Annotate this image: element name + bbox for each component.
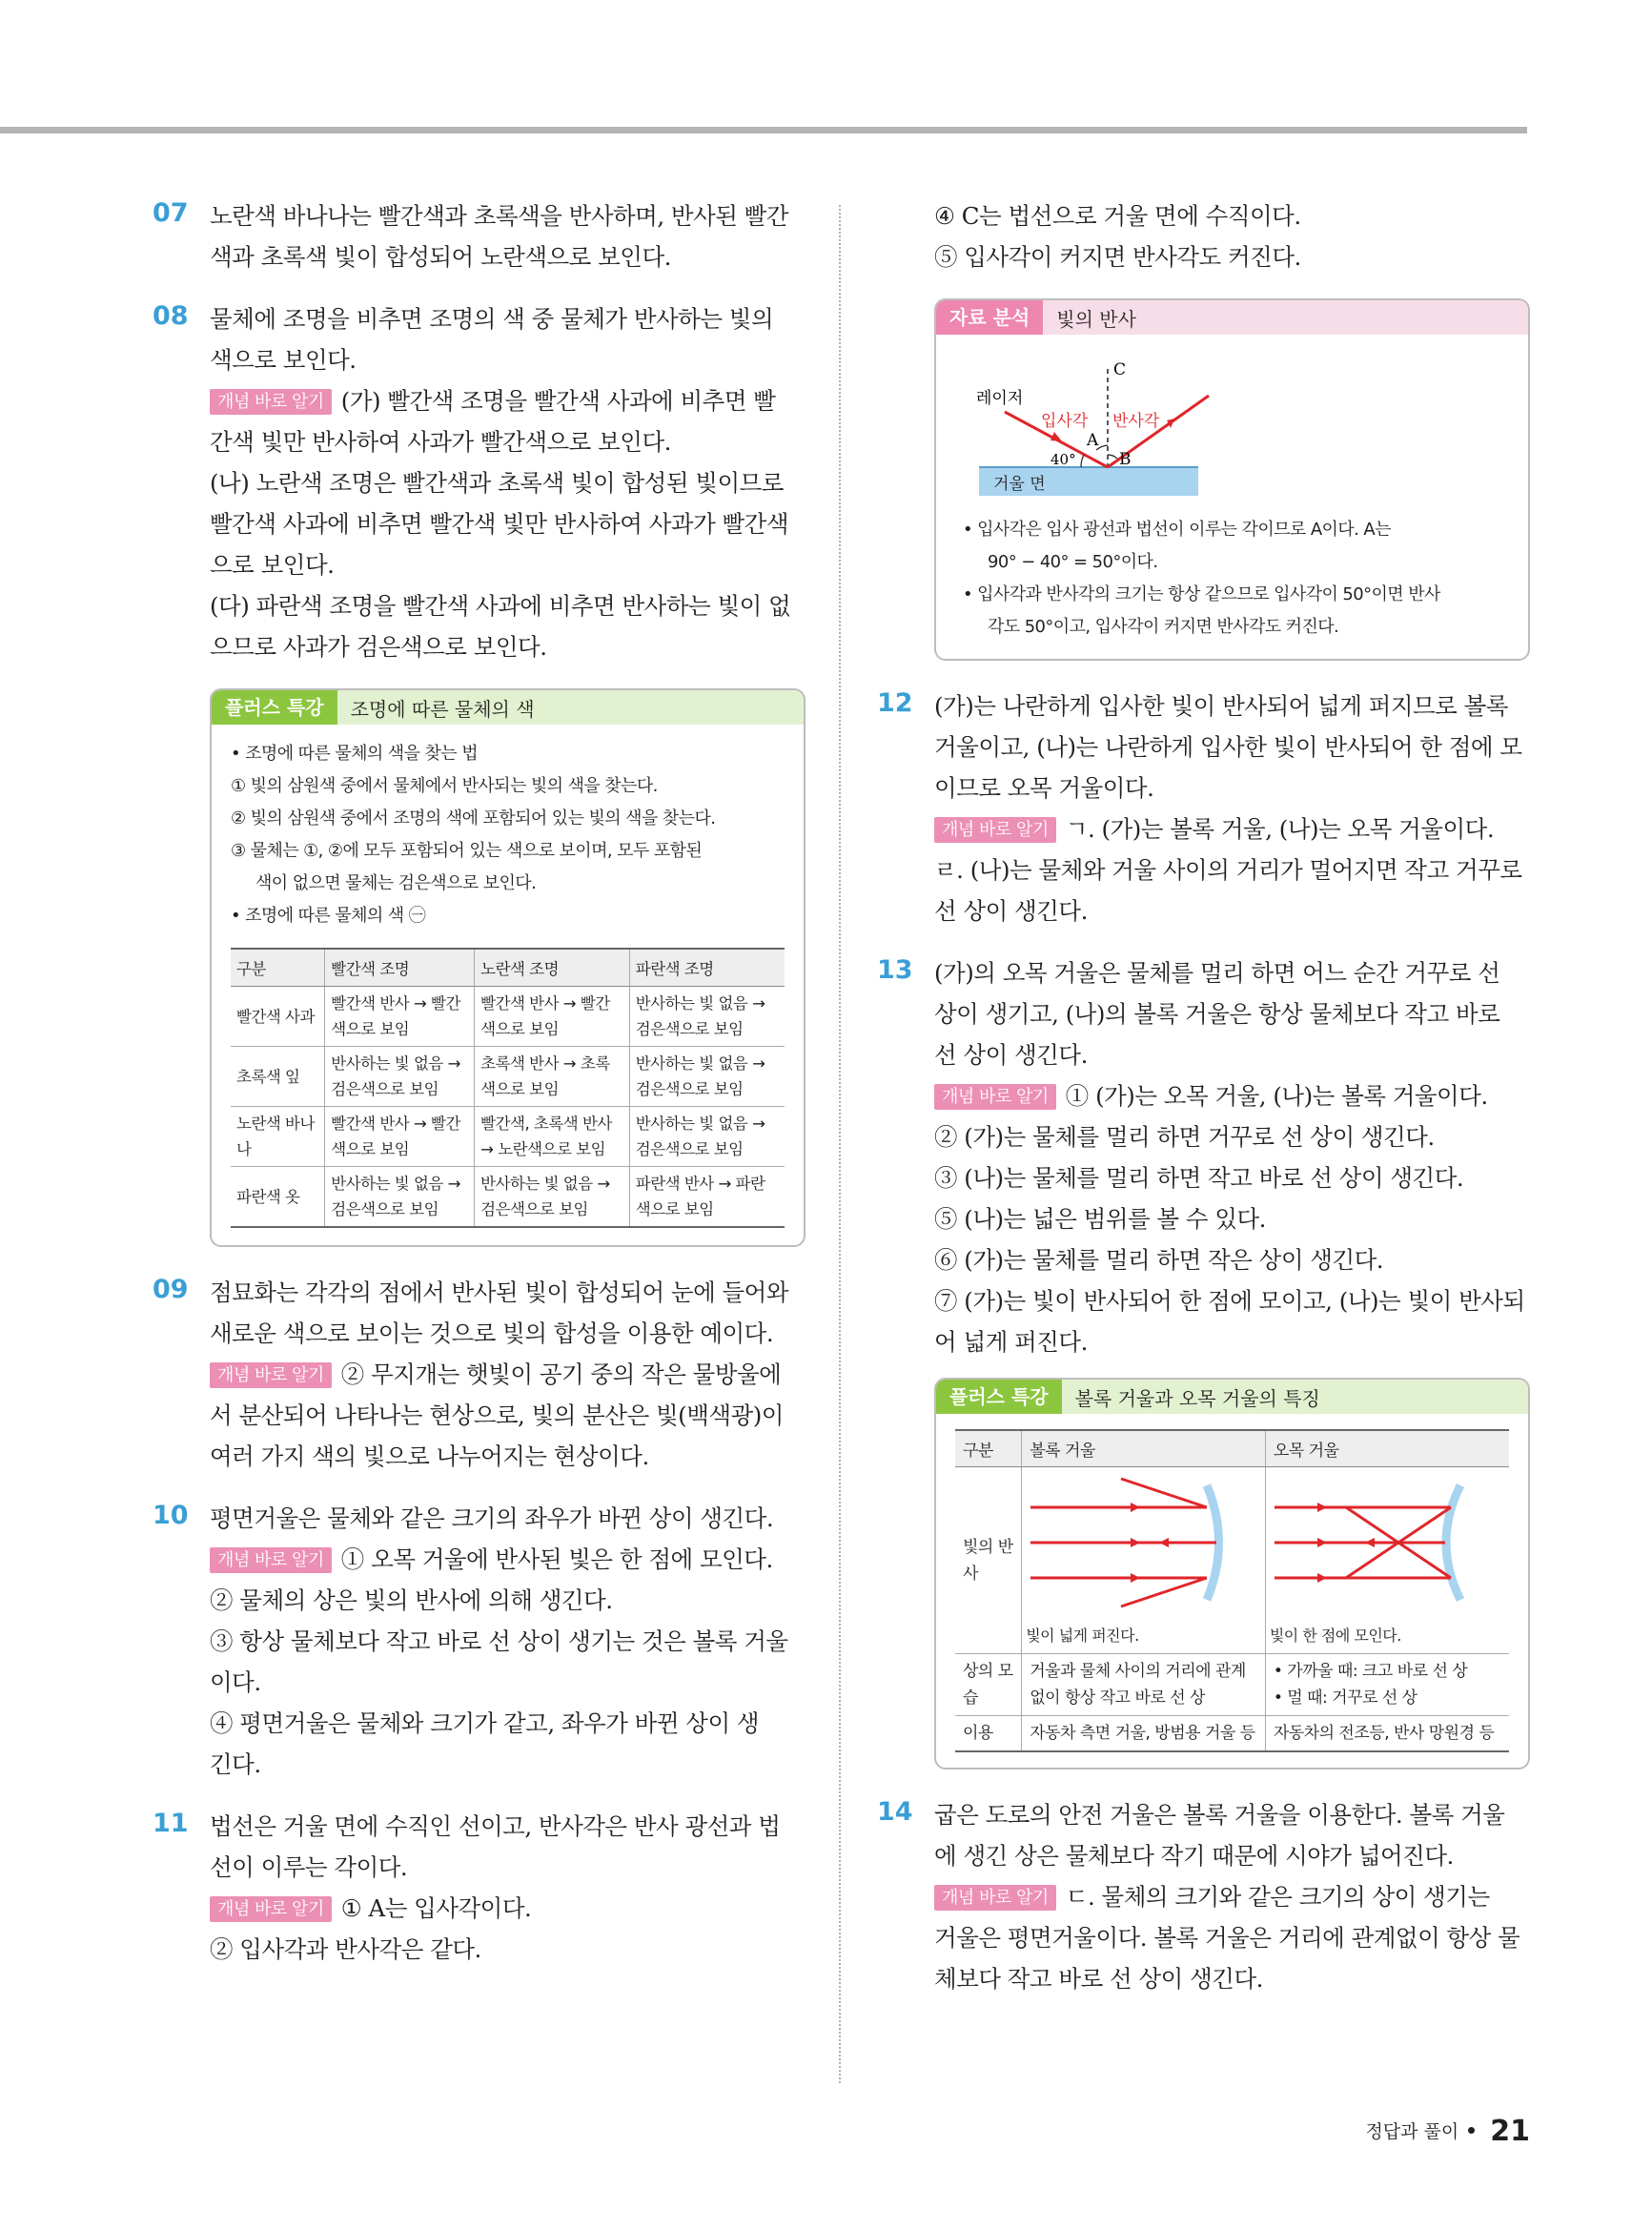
label-a: A — [1087, 431, 1099, 450]
text-line: 상이 생기고, (나)의 볼록 거울은 항상 물체보다 작고 바로 — [934, 1000, 1500, 1028]
text-line: 체보다 작고 바로 선 상이 생긴다. — [934, 1965, 1263, 1993]
arrow-icon — [1131, 1538, 1140, 1547]
table-cell: 상의 모습 — [955, 1654, 1022, 1716]
text-line: 빨간색 사과에 비추면 빨간색 빛만 반사하여 사과가 빨간색 — [210, 510, 789, 538]
box-label: 플러스 특강 — [212, 690, 337, 725]
concave-cell — [1265, 1467, 1509, 1654]
text-line: 여러 가지 색의 빛으로 나누어지는 현상이다. — [210, 1442, 649, 1470]
data-analysis-box — [934, 298, 1530, 661]
table-row — [955, 1654, 1509, 1716]
text-line: (다) 파란색 조명을 빨간색 사과에 비추면 반사하는 빛이 없 — [210, 592, 791, 620]
answer-08 — [153, 298, 806, 667]
table-cell: 자동차의 전조등, 반사 망원경 등 — [1265, 1716, 1509, 1752]
cell-line: • 가까울 때: 크고 바로 선 상 — [1273, 1662, 1468, 1681]
text-line: ③ (나)는 물체를 멀리 하면 작고 바로 선 상이 생긴다. — [934, 1164, 1464, 1192]
table-header: 빨간색 조명 — [325, 949, 475, 987]
table-row — [231, 1107, 785, 1167]
text-line: ⑦ (가)는 빛이 반사되어 한 점에 모이고, (나)는 빛이 반사되 — [934, 1287, 1525, 1315]
table-cell: 파란색 반사 → 파란색으로 보임 — [629, 1167, 785, 1228]
arrow-icon — [1131, 1503, 1140, 1512]
arrow-icon — [1050, 432, 1062, 441]
answer-07 — [153, 195, 806, 277]
text-line: ② 입사각과 반사각은 같다. — [210, 1935, 481, 1963]
text-line: 선 상이 생긴다. — [934, 1041, 1088, 1069]
table-cell: 반사하는 빛 없음 → 검은색으로 보임 — [325, 1047, 475, 1107]
text-line: ④ 평면거울은 물체와 크기가 같고, 좌우가 바뀐 상이 생 — [210, 1709, 760, 1737]
top-rule — [0, 127, 1527, 133]
concave-mirror — [1446, 1485, 1460, 1600]
concept-tag: 개념 바로 알기 — [210, 1547, 332, 1573]
table-cell: 빨간색 반사 → 빨간색으로 보임 — [325, 1107, 475, 1167]
text-line: 새로운 색으로 보이는 것으로 빛의 합성을 이용한 예이다. — [210, 1320, 774, 1347]
box-title: 빛의 반사 — [1056, 307, 1136, 331]
table-row — [231, 987, 785, 1047]
convex-mirror-diagram — [1026, 1471, 1254, 1614]
text-line: 서 분산되어 나타나는 현상으로, 빛의 분산은 빛(백색광)이 — [210, 1401, 784, 1429]
concept-tag: 개념 바로 알기 — [210, 1362, 332, 1388]
arrow-icon — [1317, 1503, 1327, 1512]
text-line: ㄹ. (나)는 물체와 거울 사이의 거리가 멀어지면 작고 거꾸로 — [934, 856, 1522, 884]
column-divider — [839, 205, 841, 2083]
text-line: (가)는 나란하게 입사한 빛이 반사되어 넓게 퍼지므로 볼록 — [934, 692, 1508, 720]
concept-tag: 개념 바로 알기 — [934, 817, 1056, 843]
answer-14 — [877, 1794, 1530, 1999]
table-cell — [1265, 1654, 1509, 1716]
angle-label: 40° — [1050, 451, 1076, 468]
text-line: 점묘화는 각각의 점에서 반사된 빛이 합성되어 눈에 들어와 — [210, 1279, 789, 1306]
convex-caption: 빛이 넓게 퍼진다. — [1026, 1626, 1139, 1645]
footer-label: 정답과 풀이 — [1365, 2121, 1459, 2142]
box-line: • 조명에 따른 물체의 색 ㊀ — [231, 906, 426, 926]
text-line: ② 무지개는 햇빛이 공기 중의 작은 물방울에 — [340, 1361, 782, 1388]
answer-09 — [153, 1272, 806, 1477]
text-line: ② (가)는 물체를 멀리 하면 거꾸로 선 상이 생긴다. — [934, 1123, 1435, 1151]
table-cell: 이용 — [955, 1716, 1022, 1752]
angle-arc-b — [1108, 455, 1117, 459]
box-label: 플러스 특강 — [936, 1380, 1062, 1414]
arrow-icon — [1317, 1573, 1327, 1583]
page-number: 21 — [1490, 2115, 1530, 2148]
text-line: (가) 빨간색 조명을 빨간색 사과에 비추면 빨 — [340, 387, 776, 415]
lighting-color-table — [231, 948, 785, 1228]
concept-tag: 개념 바로 알기 — [210, 1896, 332, 1922]
table-cell: 빛의 반사 — [955, 1467, 1022, 1654]
table-row — [231, 1047, 785, 1107]
box-line: 각도 50°이고, 입사각이 커지면 반사각도 커진다. — [988, 617, 1339, 637]
arrow-icon — [1317, 1538, 1327, 1547]
table-cell: 빨간색 사과 — [231, 987, 325, 1047]
text-line: 평면거울은 물체와 같은 크기의 좌우가 바뀐 상이 생긴다. — [210, 1504, 774, 1532]
text-line: 거울이고, (나)는 나란하게 입사한 빛이 반사되어 한 점에 모 — [934, 733, 1522, 761]
convex-cell — [1022, 1467, 1266, 1654]
text-line: 노란색 바나나는 빨간색과 초록색을 반사하며, 반사된 빨간 — [210, 202, 789, 230]
box-line: • 입사각과 반사각의 크기는 항상 같으므로 입사각이 50°이면 반사 — [963, 584, 1440, 604]
plus-box-mirrors — [934, 1378, 1530, 1770]
box-title: 조명에 따른 물체의 색 — [350, 697, 535, 721]
text-line: 어 넓게 퍼진다. — [934, 1328, 1088, 1356]
text-line: 선이 이루는 각이다. — [210, 1853, 408, 1881]
text-line: (나) 노란색 조명은 빨간색과 초록색 빛이 합성된 빛이므로 — [210, 469, 784, 497]
table-header: 구분 — [231, 949, 325, 987]
table-header: 오목 거울 — [1265, 1430, 1509, 1467]
concave-mirror-diagram — [1270, 1471, 1499, 1614]
table-cell: 반사하는 빛 없음 → 검은색으로 보임 — [629, 1107, 785, 1167]
text-line: 굽은 도로의 안전 거울은 볼록 거울을 이용한다. 볼록 거울 — [934, 1801, 1505, 1829]
table-header: 파란색 조명 — [629, 949, 785, 987]
arrow-icon — [1131, 1573, 1140, 1583]
label-c: C — [1113, 360, 1127, 379]
text-line: ① (가)는 오목 거울, (나)는 볼록 거울이다. — [1065, 1082, 1488, 1110]
question-number: 13 — [877, 955, 913, 985]
reflection-label: 반사각 — [1112, 412, 1160, 431]
table-header: 노란색 조명 — [475, 949, 630, 987]
label-b: B — [1119, 450, 1132, 469]
text-line: ⑤ 입사각이 커지면 반사각도 커진다. — [934, 243, 1301, 271]
answer-11 — [153, 1806, 806, 1970]
concept-tag: 개념 바로 알기 — [934, 1885, 1056, 1911]
table-cell: 반사하는 빛 없음 → 검은색으로 보임 — [629, 1047, 785, 1107]
left-column — [153, 195, 806, 1991]
text-line: 색으로 보인다. — [210, 346, 357, 374]
text-line: ③ 항상 물체보다 작고 바로 선 상이 생기는 것은 볼록 거울 — [210, 1627, 788, 1655]
text-line: (가)의 오목 거울은 물체를 멀리 하면 어느 순간 거꾸로 선 — [934, 959, 1500, 987]
table-cell: 반사하는 빛 없음 → 검은색으로 보임 — [629, 987, 785, 1047]
answer-13 — [877, 952, 1530, 1362]
box-title: 볼록 거울과 오목 거울의 특징 — [1074, 1386, 1320, 1410]
laser-label: 레이저 — [976, 389, 1024, 408]
table-header: 구분 — [955, 1430, 1022, 1467]
concept-tag: 개념 바로 알기 — [934, 1084, 1056, 1110]
box-line: 90° − 40° = 50°이다. — [988, 552, 1158, 572]
bullet-dot-icon — [1468, 2127, 1475, 2134]
text-line: 색과 초록색 빛이 합성되어 노란색으로 보인다. — [210, 243, 671, 271]
table-cell: 빨간색 반사 → 빨간색으로 보임 — [325, 987, 475, 1047]
arrow-icon — [1365, 1538, 1375, 1547]
reflection-diagram — [955, 340, 1489, 502]
question-number: 12 — [877, 688, 913, 718]
concept-tag: 개념 바로 알기 — [210, 389, 332, 415]
arrow-icon — [1159, 1538, 1169, 1547]
text-line: ⑥ (가)는 물체를 멀리 하면 작은 상이 생긴다. — [934, 1246, 1384, 1274]
table-row — [231, 1167, 785, 1228]
question-number: 09 — [153, 1275, 189, 1304]
text-line: 법선은 거울 면에 수직인 선이고, 반사각은 반사 광선과 법 — [210, 1812, 781, 1840]
text-line: 으므로 사과가 검은색으로 보인다. — [210, 633, 547, 661]
mirror-feature-table — [955, 1429, 1509, 1752]
box-line: ③ 물체는 ①, ②에 모두 포함되어 있는 색으로 보이며, 모두 포함된 — [231, 841, 703, 861]
text-line: 이다. — [210, 1668, 261, 1696]
text-line: ㄱ. (가)는 볼록 거울, (나)는 오목 거울이다. — [1065, 815, 1495, 843]
incidence-label: 입사각 — [1041, 412, 1089, 431]
question-number: 10 — [153, 1501, 189, 1530]
concave-caption: 빛이 한 점에 모인다. — [1269, 1626, 1401, 1645]
table-cell: 반사하는 빛 없음 → 검은색으로 보임 — [475, 1167, 630, 1228]
text-line: ④ C는 법선으로 거울 면에 수직이다. — [934, 202, 1301, 230]
box-line: 색이 없으면 물체는 검은색으로 보인다. — [255, 873, 537, 893]
mirror-label: 거울 면 — [993, 475, 1046, 494]
table-cell: 노란색 바나나 — [231, 1107, 325, 1167]
answer-10 — [153, 1498, 806, 1785]
table-cell: 자동차 측면 거울, 방범용 거울 등 — [1022, 1716, 1266, 1752]
text-line: 으로 보인다. — [210, 551, 335, 579]
table-cell: 초록색 잎 — [231, 1047, 325, 1107]
answer-11-continued — [877, 195, 1530, 277]
table-cell: 빨간색 반사 → 빨간색으로 보임 — [475, 987, 630, 1047]
box-label: 자료 분석 — [936, 300, 1043, 335]
text-line: 물체에 조명을 비추면 조명의 색 중 물체가 반사하는 빛의 — [210, 305, 774, 333]
question-number: 07 — [153, 198, 189, 228]
table-cell: 빨간색, 초록색 반사 → 노란색으로 보임 — [475, 1107, 630, 1167]
box-line: ② 빛의 삼원색 중에서 조명의 색에 포함되어 있는 빛의 색을 찾는다. — [231, 808, 716, 829]
cell-line: • 멀 때: 거꾸로 선 상 — [1273, 1688, 1417, 1708]
text-line: ① A는 입사각이다. — [340, 1894, 532, 1922]
table-cell: 반사하는 빛 없음 → 검은색으로 보임 — [325, 1167, 475, 1228]
table-row — [955, 1467, 1509, 1654]
table-cell: 거울과 물체 사이의 거리에 관계없이 항상 작고 바로 선 상 — [1022, 1654, 1266, 1716]
box-line: • 입사각은 입사 광선과 법선이 이루는 각이므로 A이다. A는 — [963, 520, 1391, 540]
text-line: 선 상이 생긴다. — [934, 897, 1088, 925]
page-footer — [1365, 2115, 1530, 2148]
question-number: 08 — [153, 301, 189, 331]
text-line: ⑤ (나)는 넓은 범위를 볼 수 있다. — [934, 1205, 1266, 1233]
box-line: ① 빛의 삼원색 중에서 물체에서 반사되는 빛의 색을 찾는다. — [231, 776, 658, 796]
table-cell: 초록색 반사 → 초록색으로 보임 — [475, 1047, 630, 1107]
right-column — [877, 195, 1530, 2020]
plus-box-lighting — [210, 688, 806, 1247]
answer-12 — [877, 685, 1530, 931]
text-line: ② 물체의 상은 빛의 반사에 의해 생긴다. — [210, 1586, 613, 1614]
table-cell: 파란색 옷 — [231, 1167, 325, 1228]
text-line: 긴다. — [210, 1750, 261, 1778]
table-header: 볼록 거울 — [1022, 1430, 1266, 1467]
text-line: 간색 빛만 반사하여 사과가 빨간색으로 보인다. — [210, 428, 671, 456]
table-row — [955, 1716, 1509, 1752]
text-line: ㄷ. 물체의 크기와 같은 크기의 상이 생기는 — [1065, 1883, 1490, 1911]
text-line: 에 생긴 상은 물체보다 작기 때문에 시야가 넓어진다. — [934, 1842, 1454, 1870]
text-line: 이므로 오목 거울이다. — [934, 774, 1154, 802]
text-line: 거울은 평면거울이다. 볼록 거울은 거리에 관계없이 항상 물 — [934, 1924, 1520, 1952]
text-line: ① 오목 거울에 반사된 빛은 한 점에 모인다. — [340, 1545, 773, 1573]
question-number: 14 — [877, 1797, 913, 1827]
question-number: 11 — [153, 1809, 189, 1838]
box-line: • 조명에 따른 물체의 색을 찾는 법 — [231, 744, 478, 764]
